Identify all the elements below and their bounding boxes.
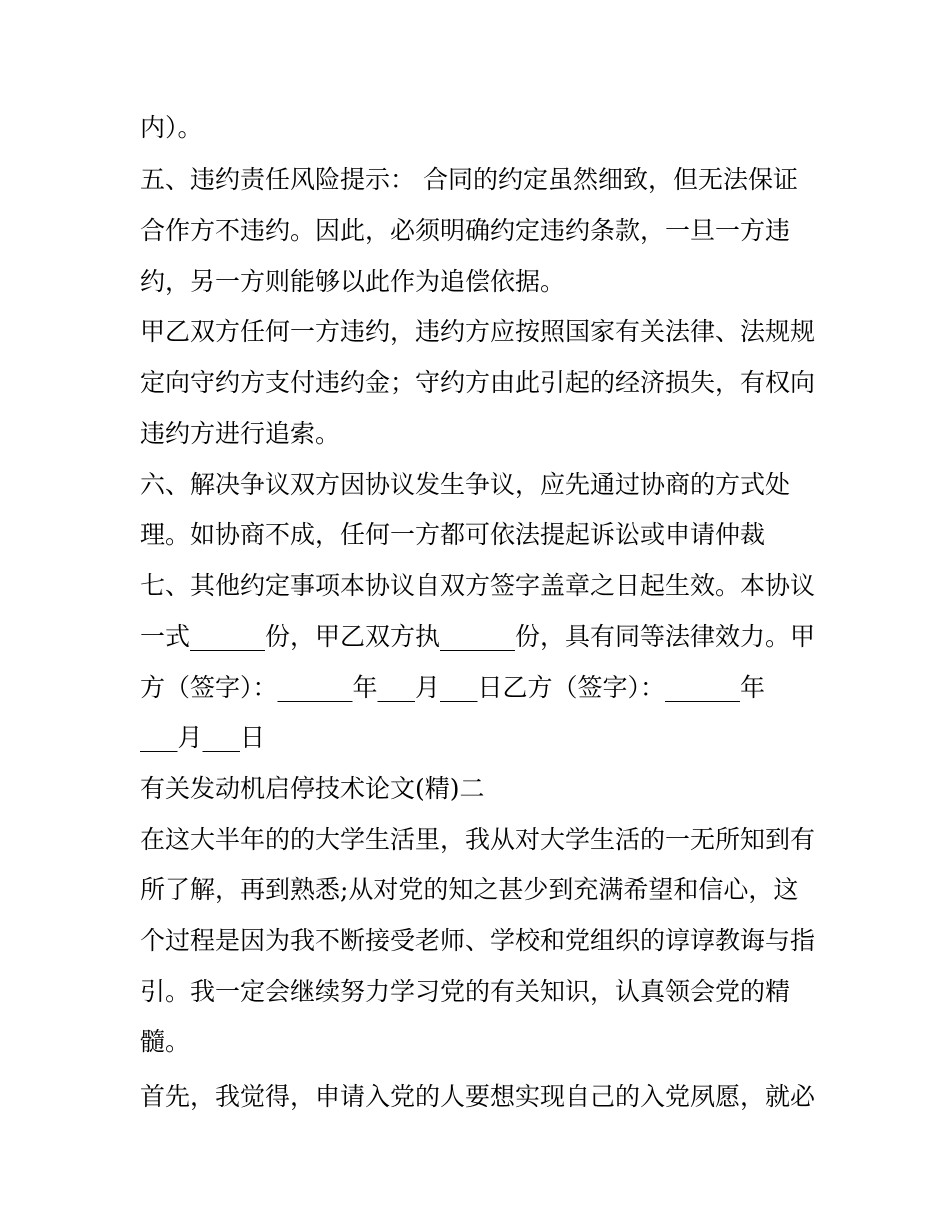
text-line: 七、其他约定事项本协议自双方签字盖章之日起生效。本协议 — [140, 571, 816, 600]
text-line: 合作方不违约。因此，必须明确约定违约条款，一旦一方违 — [140, 216, 791, 245]
text-line: 一式______份，甲乙双方执______份，具有同等法律效力。甲 — [140, 622, 816, 651]
text-line: 甲乙双方任何一方违约，违约方应按照国家有关法律、法规规 — [140, 317, 816, 346]
text-line: 引。我一定会继续努力学习党的有关知识，认真领会党的精 — [140, 977, 791, 1006]
text-line: 个过程是因为我不断接受老师、学校和党组织的谆谆教诲与指 — [140, 926, 816, 955]
text-line: 五、违约责任风险提示： 合同的约定虽然细致，但无法保证 — [140, 165, 798, 194]
text-line: 首先，我觉得，申请入党的人要想实现自己的入党夙愿，就必 — [140, 1082, 816, 1111]
text-line: 髓。 — [140, 1027, 191, 1056]
text-line: 违约方进行追索。 — [140, 419, 341, 448]
text-line: 理。如协商不成，任何一方都可依法提起诉讼或申请仲裁 — [140, 520, 766, 549]
text-line: 约，另一方则能够以此作为追偿依据。 — [140, 267, 566, 296]
text-line: 六、解决争议双方因协议发生争议，应先通过协商的方式处 — [140, 470, 791, 499]
text-line: 定向守约方支付违约金；守约方由此引起的经济损失，有权向 — [140, 368, 816, 397]
text-line: ___月___日 — [140, 723, 266, 752]
text-line: 所了解，再到熟悉;从对党的知之甚少到充满希望和信心，这 — [140, 875, 799, 904]
text-line: 内）。 — [140, 113, 203, 142]
text-line: 在这大半年的的大学生活里，我从对大学生活的一无所知到有 — [140, 825, 816, 854]
section-heading: 有关发动机启停技术论文(精)二 — [140, 774, 485, 803]
text-line: 方（签字）：______年___月___日乙方（签字）：______年 — [140, 673, 766, 702]
